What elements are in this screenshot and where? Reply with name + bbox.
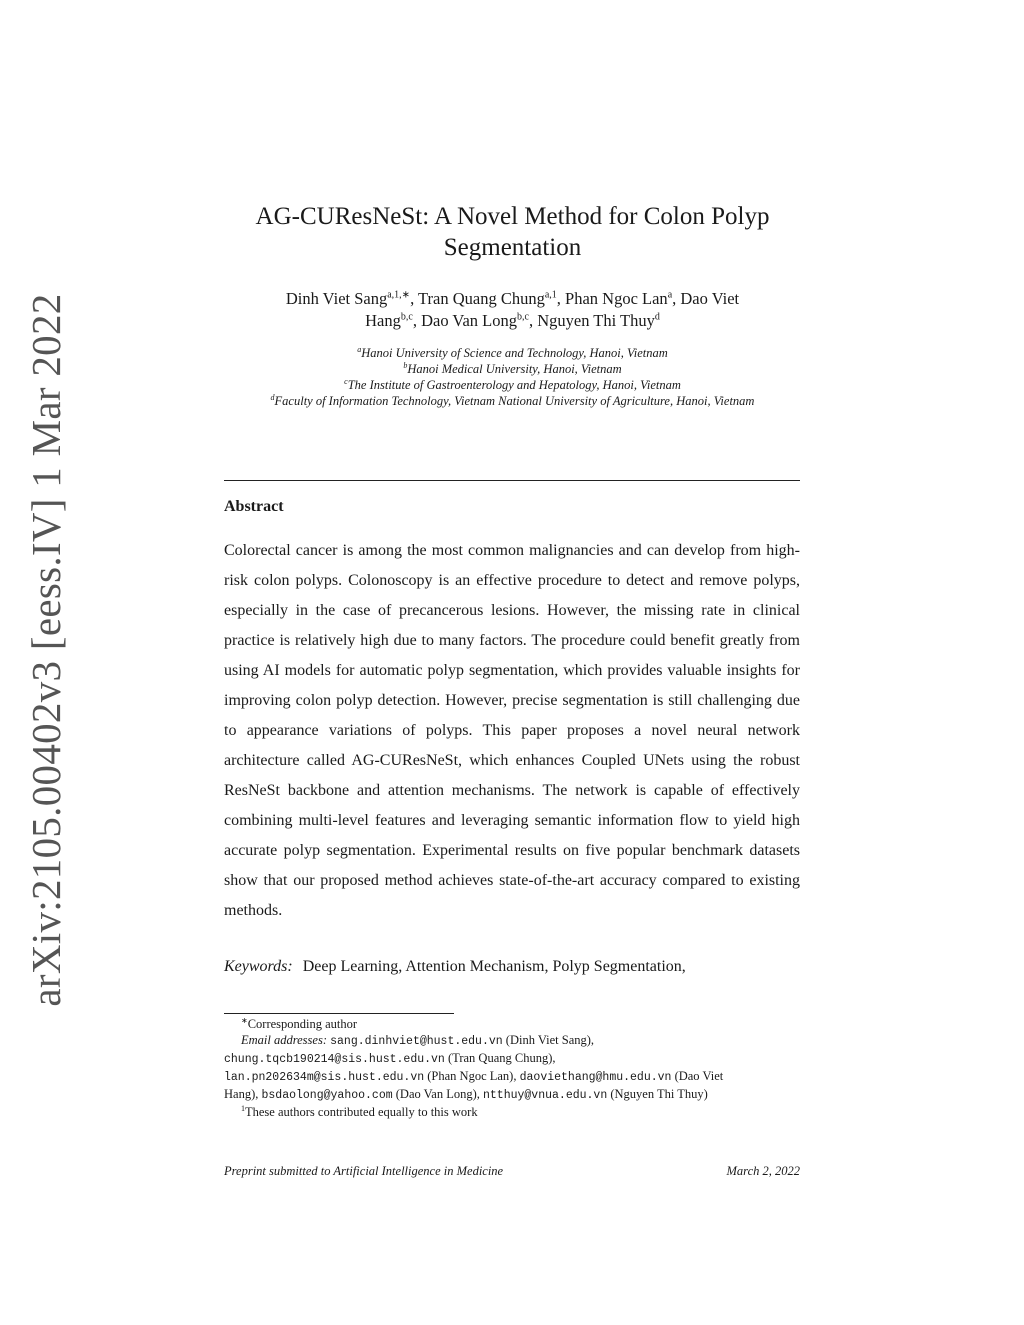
affiliation-item	[225, 345, 800, 361]
title-line-1: AG-CUResNeSt: A Novel Method for Colon Polyp	[255, 203, 770, 230]
email-link[interactable]: daoviethang@hmu.edu.vn	[519, 1071, 672, 1084]
affiliation-text: The Institute of Gastroenterology and Hepatology, Hanoi, Vietnam	[347, 378, 681, 392]
affiliation-sup: c	[344, 376, 348, 386]
footnote-rule	[224, 1013, 454, 1014]
keywords-line	[224, 958, 800, 976]
author-name: Phan Ngoc Lan	[565, 289, 668, 308]
affiliation-item	[225, 377, 800, 393]
email-owner: (Nguyen Thi Thuy)	[607, 1087, 708, 1101]
author-affil-sup: a,1	[544, 289, 557, 301]
author-name: Dinh Viet Sang	[285, 289, 388, 308]
affiliation-sup: a	[357, 344, 362, 354]
affiliation-item	[225, 393, 800, 409]
affiliation-item	[225, 361, 800, 377]
abstract-top-rule	[224, 480, 800, 481]
footnote-text: These authors contributed equally to this work	[245, 1105, 478, 1119]
footnote-emails-line-2	[224, 1050, 800, 1068]
author-name: Dao Van Long	[421, 311, 518, 330]
affiliation-sup: b	[403, 360, 408, 370]
author-separator: ,	[412, 311, 422, 330]
footnote-emails-line-1	[224, 1032, 800, 1050]
affiliation-text: Faculty of Information Technology, Vietnam National University of Agriculture, Hanoi, Vietnam	[274, 394, 755, 408]
author-name: Tran Quang Chung	[418, 289, 545, 308]
footnote-sup: 1	[241, 1103, 245, 1113]
arxiv-sidebar-stamp: arXiv:2105.00402v3 [eess.IV] 1 Mar 2022	[23, 293, 69, 1007]
email-link[interactable]: ntthuy@vnua.edu.vn	[483, 1089, 608, 1102]
paper-title	[225, 201, 800, 263]
footnote-text: Corresponding author	[247, 1017, 358, 1031]
footnote-corresponding	[224, 1016, 800, 1032]
footnote-emails-line-3: lan.pn202634m@sis.hust.edu.vn (Phan Ngoc Lan), daoviethang@hmu.edu.vn (Dao Viet	[224, 1069, 724, 1084]
email-link[interactable]: lan.pn202634m@sis.hust.edu.vn	[224, 1071, 425, 1084]
email-label: Email addresses:	[241, 1033, 327, 1047]
author-affil-sup: b,c	[517, 311, 529, 323]
affiliation-text: Hanoi Medical University, Hanoi, Vietnam	[407, 362, 622, 376]
footnote-sup: ∗	[241, 1015, 248, 1025]
keywords-text: Deep Learning, Attention Mechanism, Polyp Segmentation,	[302, 958, 686, 975]
author-list: Dinh Viet Sang$^{a,1,∗}$, Tran Quang Chung$^{a,1}$, Phan Ngoc Lan$^a$, Dao Viet Hang$^{b,c}$, Dao Van Long$^{b,c}$, Nguyen Thi Thuy$^d$	[285, 289, 740, 330]
email-owner: (Phan Ngoc Lan),	[424, 1069, 520, 1083]
email-owner: (Dinh Viet Sang),	[502, 1033, 595, 1047]
abstract-heading: Abstract	[224, 498, 284, 515]
email-owner: (Tran Quang Chung),	[444, 1051, 556, 1065]
author-separator: ,	[556, 289, 566, 308]
affiliation-sup: d	[270, 392, 275, 402]
footnote-equal-contribution	[224, 1104, 800, 1120]
email-link[interactable]: sang.dinhviet@hust.edu.vn	[330, 1035, 503, 1048]
author-separator: ,	[528, 311, 538, 330]
footnote-emails-line-4: Hang), bsdaolong@yahoo.com (Dao Van Long), ntthuy@vnua.edu.vn (Nguyen Thi Thuy)	[224, 1087, 708, 1102]
author-affil-sup: a,1,∗	[387, 289, 411, 301]
author-affil-sup: a	[667, 289, 673, 301]
preprint-date: March 2, 2022	[726, 1164, 800, 1178]
preprint-note: Preprint submitted to Artificial Intelligence in Medicine	[224, 1164, 504, 1178]
author-affil-sup: d	[654, 311, 660, 323]
title-line-2: Segmentation	[443, 234, 582, 261]
abstract-body: Colorectal cancer is among the most common malignancies and can develop from high-risk colon polyps. Colonoscopy is an effective procedure to detect and remove polyps, especially in the case of precancerous lesions. However, the missing rate in clinical practice is relatively high due to many factors. The procedure could benefit greatly from using AI models for automatic polyp segmentation, which provides valuable insights for improving colon polyp detection. However, precise segmentation is still challenging due to appearance variations of polyps. This paper proposes a novel neural network architecture called AG-CUResNeSt, which enhances Coupled UNets using the robust ResNeSt backbone and attention mechanisms. The network is capable of effectively combining multi-level features and leveraging semantic information flow to yield high accurate polyp segmentation. Experimental results on five popular benchmark datasets show that our proposed method achieves state-of-the-art accuracy compared to existing methods.	[224, 542, 800, 919]
affiliation-text: Hanoi University of Science and Technology, Hanoi, Vietnam	[361, 346, 668, 360]
email-owner: (Dao Van Long),	[392, 1087, 483, 1101]
footnotes	[224, 1016, 800, 1120]
author-name: Nguyen Thi Thuy	[537, 311, 655, 330]
author-separator: ,	[672, 289, 681, 308]
author-separator: ,	[410, 289, 419, 308]
email-link[interactable]: bsdaolong@yahoo.com	[261, 1089, 393, 1102]
author-name-cont: Hang	[365, 311, 401, 330]
keywords-label: Keywords:	[224, 958, 293, 975]
affiliation-list	[225, 345, 800, 409]
email-link[interactable]: chung.tqcb190214@sis.hust.edu.vn	[224, 1053, 445, 1066]
author-affil-sup: b,c	[400, 311, 413, 323]
